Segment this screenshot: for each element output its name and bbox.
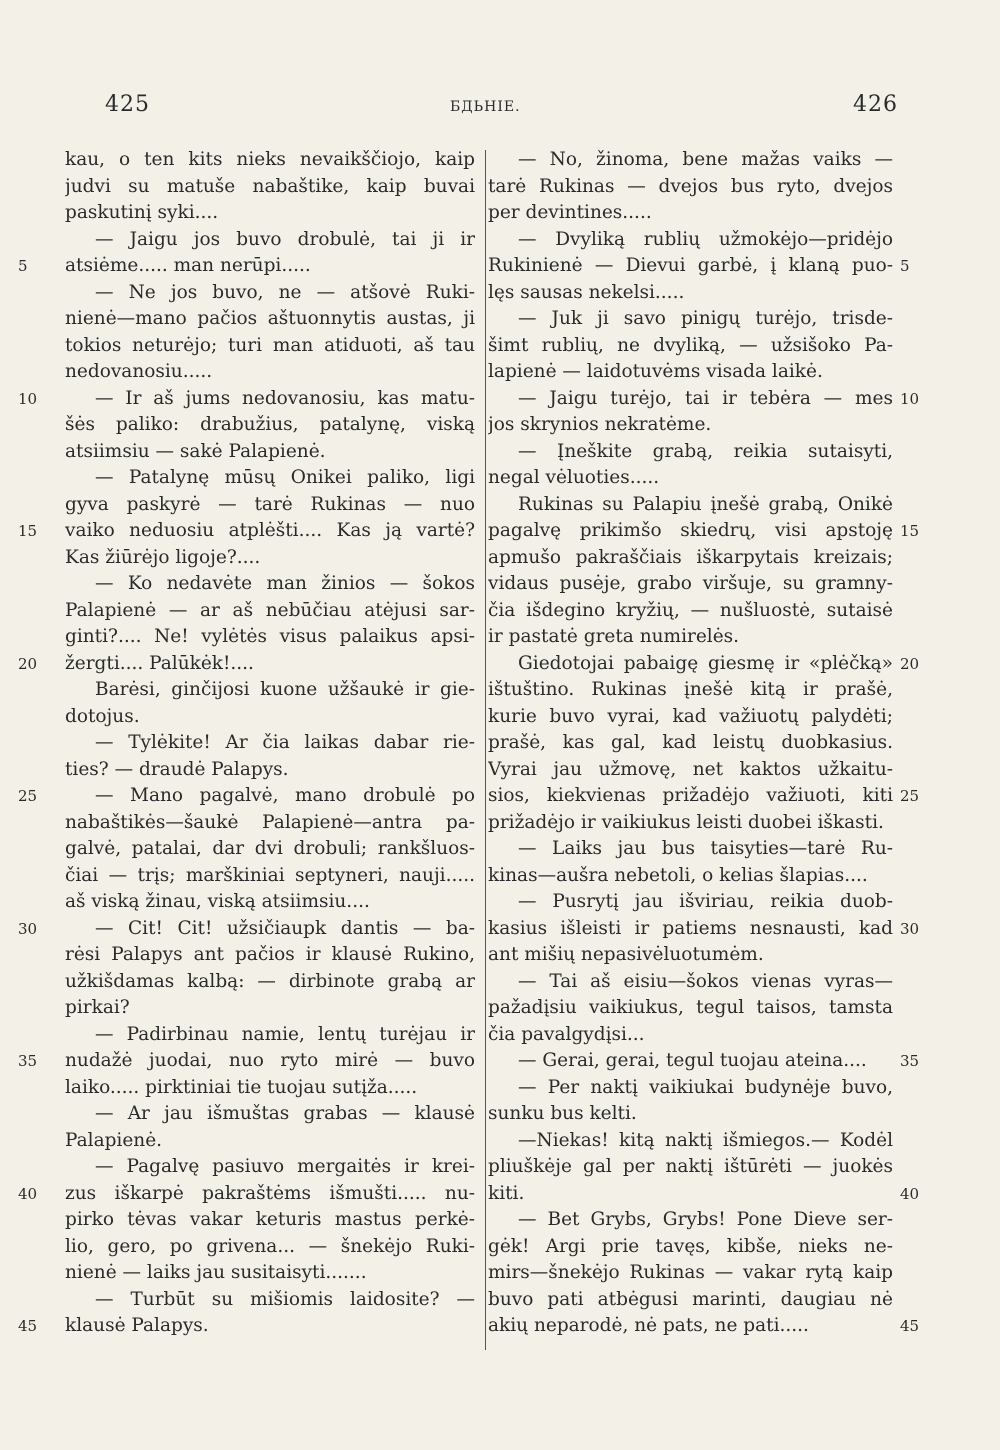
text-line: —Niekas! kitą naktį išmiegos.— Kodėl — [518, 1129, 893, 1151]
line-number: 45 — [900, 1317, 920, 1335]
line-number: 40 — [900, 1184, 920, 1203]
right-line-numbers — [900, 147, 940, 1340]
text-line: — Tai aš eisiu—šokos vienas vyras— — [518, 970, 893, 992]
text-line: negal vėluoties..... — [488, 467, 660, 488]
text-line: nienė — laiks jau susitaisyti....... — [65, 1262, 367, 1283]
left-page-number: 425 — [105, 92, 150, 117]
text-line: ir pastatė greta numirelės. — [488, 626, 740, 647]
text-line: sunku bus kelti. — [488, 1103, 637, 1124]
text-line: lio, gero, po grivena... — šnekėjo Ruki- — [65, 1235, 475, 1257]
text-line: — Cit! Cit! užsičiaupk dantis — ba- — [95, 917, 475, 939]
text-line: pagalvę prikimšo skiedrų, visi apstoję — [488, 520, 893, 541]
text-line: ištuštino. Rukinas įnešė kitą ir prašė, — [488, 679, 893, 700]
text-line: zus iškarpė pakraštėms išmušti..... nu- — [65, 1182, 475, 1204]
line-number: 5 — [18, 257, 28, 275]
text-line: — Bet Grybs, Grybs! Pone Dieve ser- — [518, 1209, 893, 1230]
line-number: 15 — [18, 522, 38, 540]
text-line: — Ne jos buvo, ne — atšovė Ruki- — [95, 281, 475, 303]
text-line: kurie buvo vyrai, kad važiuotų palydėti; — [488, 705, 893, 727]
text-line: kasius išleisti ir patiems nesnausti, kad — [488, 917, 893, 939]
text-line: — Jaigu turėjo, tai ir tebėra — mes — [518, 387, 893, 409]
line-number: 10 — [900, 389, 920, 408]
text-line: apmušo pakraščiais iškarpytais kreizais; — [488, 546, 893, 568]
line-number: 40 — [18, 1184, 38, 1203]
column-divider — [485, 150, 486, 1350]
text-line: ant mišių nepasivėluotumėm. — [488, 944, 764, 965]
text-line: lęs sausas nekelsi..... — [488, 281, 685, 303]
text-line: — No, žinoma, bene mažas vaiks — — [518, 149, 893, 170]
line-number: 20 — [900, 654, 920, 673]
line-number: 30 — [18, 919, 38, 938]
line-number: 10 — [18, 389, 38, 408]
text-line: kau, o ten kits nieks nevaikščiojo, kaip — [65, 149, 475, 170]
text-line: — Juk ji savo pinigų turėjo, trisde- — [518, 308, 893, 329]
text-line: — Ar jau išmuštas grabas — klausė — [95, 1103, 475, 1124]
text-line: kinas—aušra nebetoli, o kelias šlapias.... — [488, 864, 868, 886]
text-line: sios, kiekvienas prižadėjo važiuoti, kiti — [488, 785, 893, 806]
text-line: šimt rublių, ne dvyliką, — užsišoko Pa- — [488, 334, 893, 356]
text-line: — Padirbinau namie, lentų turėjau ir — [95, 1023, 475, 1045]
text-line: jos skrynios nekratėme. — [488, 414, 712, 435]
text-line: nabaštikės—šaukė Palapienė—antra pa- — [65, 811, 475, 833]
text-line: lapienė — laidotuvėms visada laikė. — [488, 361, 823, 382]
text-line: nedovanosiu..... — [65, 361, 213, 382]
text-line: tarė Rukinas — dvejos bus ryto, dvejos — [488, 175, 893, 197]
line-number: 25 — [18, 787, 38, 805]
text-line: — Dvyliką rublių užmokėjo—pridėjo — [518, 228, 893, 250]
text-line: akių neparodė, nė pats, ne pati..... — [488, 1315, 809, 1336]
text-line: Palapienė — ar aš nebūčiau atėjusi sar- — [65, 599, 475, 621]
left-line-numbers — [18, 147, 58, 1340]
line-number: 5 — [900, 257, 910, 275]
text-line: pirkai? — [65, 997, 130, 1018]
text-line: ginti?.... Ne! vylėtės visus palaikus apsi- — [65, 626, 475, 647]
text-line: paskutinį syki.... — [65, 202, 219, 223]
text-line: prižadėjo ir vaikiukus leisti duobei iškasti. — [488, 811, 884, 833]
text-line: atsiėme..... man nerūpi..... — [65, 255, 311, 276]
text-line: galvė, patalai, dar dvi drobuli; rankšluos- — [65, 838, 475, 859]
line-number: 20 — [18, 654, 38, 673]
text-line: vaiko neduosiu atplėšti.... Kas ją vartė? — [65, 520, 475, 541]
text-line: — Įneškite grabą, reikia sutaisyti, — [518, 440, 893, 462]
text-line: pliuškėje gal per naktį ištūrėti — juokės — [488, 1156, 893, 1177]
text-line: atsiimsiu — sakė Palapienė. — [65, 440, 326, 462]
text-line: čia išdegino kryžių, — nušluostė, sutaisė — [488, 599, 893, 621]
text-line: — Laiks jau bus taisyties—tarė Ru- — [518, 838, 893, 859]
text-line: rėsi Palapys ant pačios ir klausė Rukino, — [65, 944, 475, 965]
text-line: — Mano pagalvė, mano drobulė po — [95, 785, 475, 806]
text-line: nudažė juodai, nuo ryto mirė — buvo — [65, 1050, 475, 1071]
text-line: Palapienė. — [65, 1129, 163, 1151]
text-line: nienė—mano pačios aštuonnytis austas, ji — [65, 308, 475, 329]
text-line: ties? — draudė Palapys. — [65, 758, 289, 780]
text-line: Rukinienė — Dievui garbė, į klaną puo- — [488, 255, 893, 276]
text-line: — Ko nedavėte man žinios — šokos — [95, 573, 475, 594]
text-line: tokios neturėjo; turi man atiduoti, aš tau — [65, 334, 475, 356]
text-line: dotojus. — [65, 705, 140, 727]
text-line: per devintines..... — [488, 202, 652, 223]
text-line: judvi su matuše nabaštike, kaip buvai — [65, 175, 475, 197]
line-number: 35 — [18, 1052, 38, 1070]
text-line: šės paliko: drabužius, patalynę, viską — [65, 414, 475, 435]
text-line: — Pusrytį jau išviriau, reikia duob- — [518, 891, 893, 912]
running-title: БДЬНIE. — [450, 99, 521, 115]
text-line: gėk! Argi prie tavęs, kibše, nieks ne- — [488, 1235, 893, 1257]
text-line: — Pagalvę pasiuvo mergaitės ir krei- — [95, 1156, 475, 1177]
text-line: užkišdamas kalbą: — dirbinote grabą ar — [65, 970, 475, 992]
text-line: prašė, kas gal, kad leistų duobkasius. — [488, 732, 893, 753]
text-line: Barėsi, ginčijosi kuone užšaukė ir gie- — [95, 679, 475, 700]
text-line: klausė Palapys. — [65, 1315, 209, 1336]
line-number: 25 — [900, 787, 920, 805]
text-line: kiti. — [488, 1182, 525, 1204]
line-number: 45 — [18, 1317, 38, 1335]
text-line: — Per naktį vaikiukai budynėje buvo, — [518, 1076, 893, 1098]
text-line: Rukinas su Palapiu įnešė grabą, Onikė — [518, 493, 893, 515]
text-line: buvo pati atbėgusi marinti, daugiau nė — [488, 1288, 893, 1310]
text-line: — Patalynę mūsų Onikei paliko, ligi — [95, 467, 475, 488]
right-page-number: 426 — [853, 92, 898, 117]
text-line: laiko..... pirktiniai tie tuojau sutįža..... — [65, 1076, 418, 1098]
text-line: — Jaigu jos buvo drobulė, tai ji ir — [95, 228, 475, 250]
line-number: 15 — [900, 522, 920, 540]
text-line: — Gerai, gerai, tegul tuojau ateina.... — [518, 1050, 867, 1071]
text-line: — Ir aš jums nedovanosiu, kas matu- — [95, 387, 475, 409]
text-line: — Tylėkite! Ar čia laikas dabar rie- — [95, 732, 475, 753]
line-number: 30 — [900, 919, 920, 938]
line-number: 35 — [900, 1052, 920, 1070]
left-column — [65, 147, 475, 1340]
text-line: Giedotojai pabaigę giesmę ir «plėčką» — [518, 652, 893, 674]
text-line: vidaus pusėje, grabo viršuje, su gramny- — [488, 573, 893, 594]
text-line: žergti.... Palūkėk!.... — [65, 652, 254, 674]
text-line: pažadįsiu vaikiukus, tegul taisos, tamsta — [488, 997, 893, 1018]
text-line: čia pavalgydįsi... — [488, 1023, 645, 1045]
text-line: aš viską žinau, viską atsiimsiu.... — [65, 891, 370, 912]
text-line: čiai — trįs; marškiniai septyneri, nauji..... — [65, 864, 475, 886]
text-line: Vyrai jau užmovę, net kaktos užkaitu- — [488, 758, 893, 780]
text-line: gyva paskyrė — tarė Rukinas — nuo — [65, 493, 475, 515]
text-line: — Turbūt su mišiomis laidosite? — — [95, 1288, 475, 1310]
text-line: Kas žiūrėjo ligoje?.... — [65, 546, 261, 568]
text-line: pirko tėvas vakar keturis mastus perkė- — [65, 1209, 475, 1230]
right-column — [488, 147, 893, 1340]
page-header — [0, 92, 1000, 132]
text-line: mirs—šnekėjo Rukinas — vakar rytą kaip — [488, 1262, 893, 1283]
